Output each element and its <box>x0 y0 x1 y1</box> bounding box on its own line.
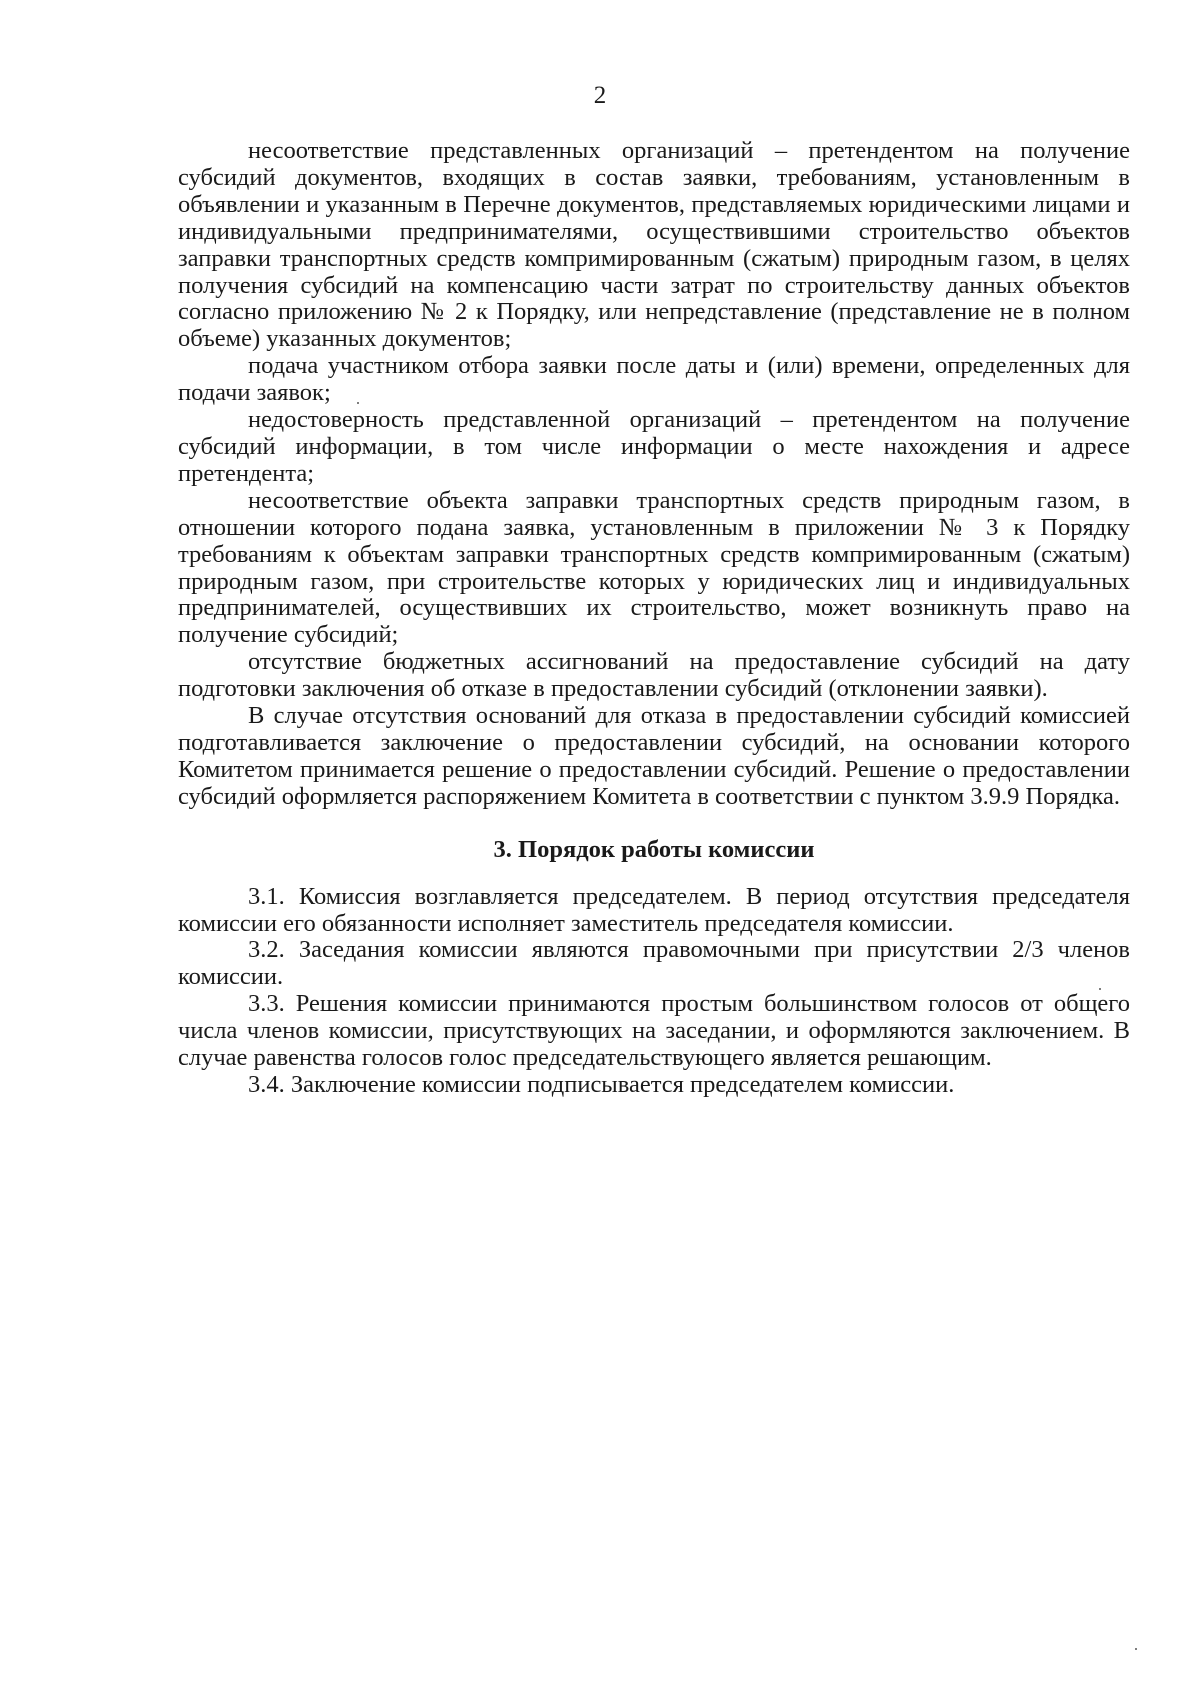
paragraph-no-budget: отсутствие бюджетных ассигнований на предоставление субсидий на дату подготовки заключения об отказе в предоставлении субсидий (отклонении заявки). <box>178 648 1130 703</box>
paragraph-false-information: недостоверность представленной организаций – претендентом на получение субсидий информации, в том числе информации о месте нахождения и адресе претендента; <box>178 406 1130 487</box>
clause-3-2: 3.2. Заседания комиссии являются правомочными при присутствии 2/3 членов комиссии. <box>178 936 1130 991</box>
scan-speck <box>1135 1648 1137 1650</box>
clause-3-1: 3.1. Комиссия возглавляется председателем. В период отсутствия председателя комиссии его обязанности исполняет заместитель председателя комиссии. <box>178 882 1130 937</box>
section-heading: 3. Порядок работы комиссии <box>493 835 815 863</box>
scan-speck <box>357 402 359 404</box>
clause-3-4: 3.4. Заключение комиссии подписывается председателем комиссии. <box>248 1071 955 1098</box>
paragraph-mismatch-documents: несоответствие представленных организаций – претендентом на получение субсидий документов, входящих в состав заявки, требованиям, установленным в объявлении и указанным в Перечне документов, представляемых юридическими лицами и индивидуальными предпринимателями, осуществившими строительство объектов заправки транспортных средств компримированным (сжатым) природным газом, в целях получения субсидий на компенсацию части затрат по строительству данных объектов согласно приложению № 2 к Порядку, или непредставление (представление не в полном объеме) указанных документов; <box>178 137 1130 353</box>
document-body <box>178 138 1130 1099</box>
paragraph-no-grounds: В случае отсутствия оснований для отказа в предоставлении субсидий комиссией подготавливается заключение о предоставлении субсидий, на основании которого Комитетом принимается решение о предоставлении субсидий. Решение о предоставлении субсидий оформляется распоряжением Комитета в соответствии с пунктом 3.9.9 Порядка. <box>178 702 1130 810</box>
clause-3-3: 3.3. Решения комиссии принимаются простым большинством голосов от общего числа членов комиссии, присутствующих на заседании, и оформляются заключением. В случае равенства голосов голос председательствующего является решающим. <box>178 990 1130 1072</box>
scan-speck <box>1099 988 1101 990</box>
paragraph-object-mismatch: несоответствие объекта заправки транспортных средств природным газом, в отношении которого подана заявка, установленным в приложении № 3 к Порядку требованиям к объектам заправки транспортных средств компримированным (сжатым) природным газом, при строительстве которых у юридических лиц и индивидуальных предпринимателей, осуществивших их строительство, может возникнуть право на получение субсидий; <box>178 486 1130 649</box>
paragraph-late-submission: подача участником отбора заявки после даты и (или) времени, определенных для подачи заявок; <box>178 352 1130 407</box>
page-number: 2 <box>593 82 607 109</box>
